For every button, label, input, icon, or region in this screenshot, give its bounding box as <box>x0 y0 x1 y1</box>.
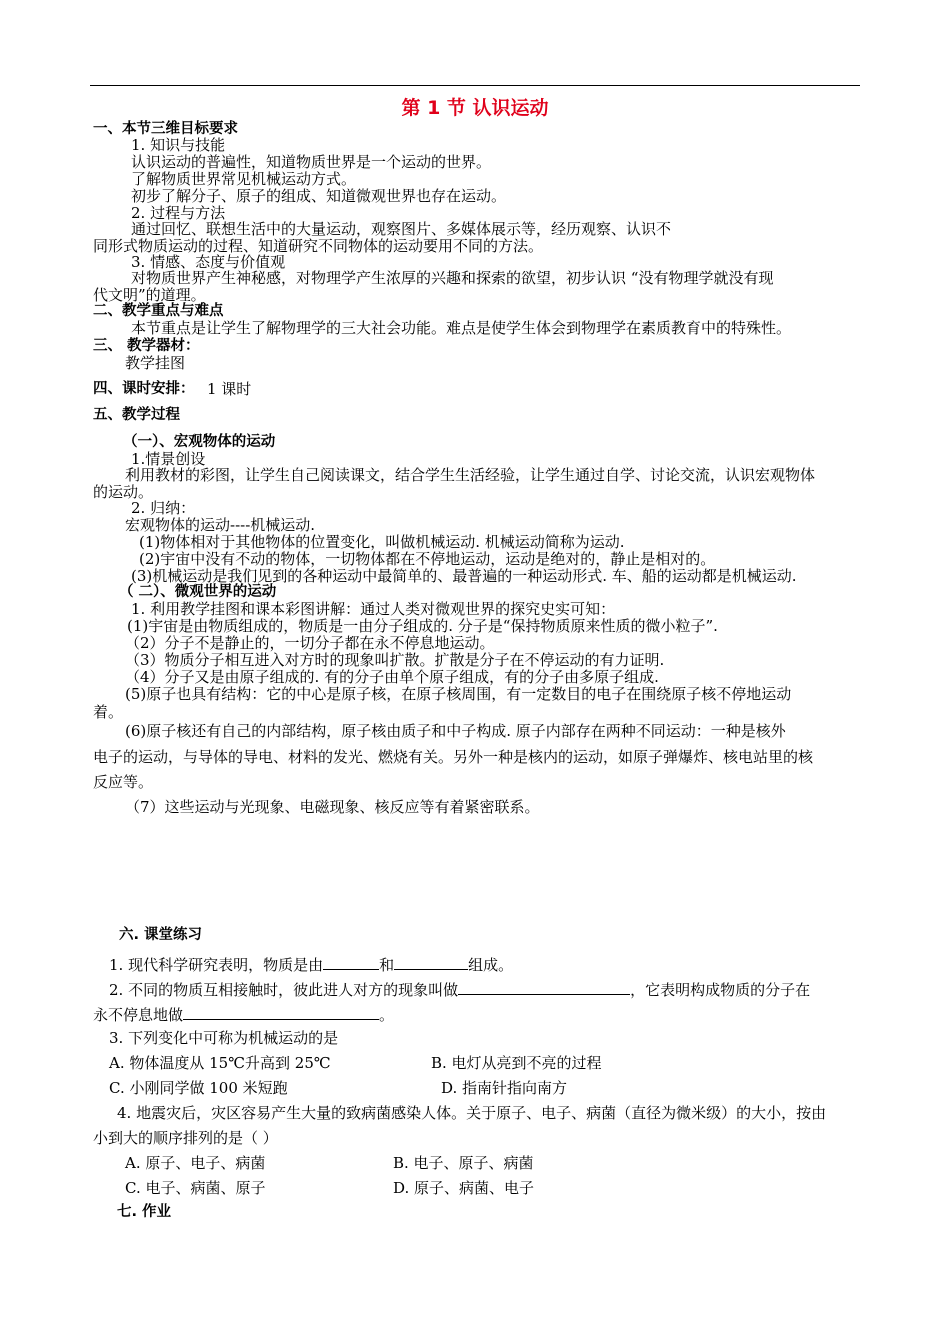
text-line: (1)宇宙是由物质组成的，物质是一由分子组成的. 分子是“保持物质原来性质的微小粒子”. <box>127 617 718 635</box>
text-line: 认识运动的普遍性，知道物质世界是一个运动的世界。 <box>131 153 492 171</box>
option-d[interactable]: D. 原子、病菌、电子 <box>393 1179 535 1197</box>
text-line: (1)物体相对于其他物体的位置变化，叫做机械运动. 机械运动简称为运动. <box>139 533 625 551</box>
page-title: 第 1 节 认识运动 <box>401 97 549 119</box>
option-c[interactable]: C. 小刚同学做 100 米短跑 <box>109 1079 288 1097</box>
question-4-cont: 小到大的顺序排列的是（ ） <box>93 1129 278 1147</box>
fill-blank[interactable] <box>183 1005 379 1020</box>
fill-blank[interactable] <box>323 955 379 970</box>
text-line: （4）分子又是由原子组成的. 有的分子由单个原子组成，有的分子由多原子组成. <box>125 668 659 686</box>
question-1 <box>109 955 513 973</box>
question-text: 组成。 <box>468 956 514 974</box>
text-line: （3）物质分子相互进入对方时的现象叫扩散。扩散是分子在不停运动的有力证明. <box>125 651 665 669</box>
text-line: (5)原子也具有结构：它的中心是原子核，在原子核周围，有一定数目的电子在围绕原子核不停地运动 <box>125 685 792 703</box>
text-line: 同形式物质运动的过程、知道研究不同物体的运动要用不同的方法。 <box>93 237 544 255</box>
text-line: 了解物质世界常见机械运动方式。 <box>131 170 357 188</box>
question-4: 4. 地震灾后，灾区容易产生大量的致病菌感染人体。关于原子、电子、病菌（直径为微米级）的大小，按由 <box>117 1104 827 1122</box>
text-line: 2. 归纳： <box>131 499 196 517</box>
text-line: 着。 <box>93 703 124 721</box>
text-line: 1.情景创设 <box>131 450 206 468</box>
text-line: （7）这些运动与光现象、电磁现象、核反应等有着紧密联系。 <box>125 798 540 816</box>
option-a[interactable]: A. 物体温度从 15℃升高到 25℃ <box>109 1054 331 1072</box>
text-line: 初步了解分子、原子的组成、知道微观世界也存在运动。 <box>131 187 507 205</box>
question-3: 3. 下列变化中可称为机械运动的是 <box>109 1029 339 1047</box>
option-b[interactable]: B. 电灯从亮到不亮的过程 <box>431 1054 602 1072</box>
question-text: 。 <box>379 1006 395 1024</box>
text-line: 反应等。 <box>93 773 154 791</box>
text-line: 1. 知识与技能 <box>131 136 226 154</box>
text-line: 1 课时 <box>207 380 252 398</box>
text-line: 1. 利用教学挂图和课本彩图讲解：通过人类对微观世界的探究史实可知： <box>131 600 616 618</box>
option-a[interactable]: A. 原子、电子、病菌 <box>125 1154 266 1172</box>
text-line: 2. 过程与方法 <box>131 204 226 222</box>
fill-blank[interactable] <box>458 980 630 995</box>
option-d[interactable]: D. 指南针指向南方 <box>441 1079 568 1097</box>
text-line: (6)原子核还有自己的内部结构，原子核由质子和中子构成. 原子内部存在两种不同运动：一种是核外 <box>125 722 786 740</box>
text-line: 代文明”的道理。 <box>93 286 206 304</box>
question-text: ，它表明构成物质的分子在 <box>630 981 811 999</box>
text-line: 本节重点是让学生了解物理学的三大社会功能。难点是使学生体会到物理学在素质教育中的特殊性。 <box>131 319 792 337</box>
section-heading: 一、本节三维目标要求 <box>93 121 238 137</box>
subsection-heading: （一）、宏观物体的运动 <box>123 434 276 450</box>
section-heading: 七. 作业 <box>117 1204 172 1220</box>
text-line: 教学挂图 <box>125 354 186 372</box>
text-line: （2）分子不是静止的，一切分子都在永不停息地运动。 <box>125 634 495 652</box>
subsection-heading: （ 二）、微观世界的运动 <box>119 584 277 600</box>
section-heading: 二、教学重点与难点 <box>93 303 224 319</box>
text-line: (2)宇宙中没有不动的物体，一切物体都在不停地运动，运动是绝对的，静止是相对的。 <box>139 550 716 568</box>
question-text: 和 <box>379 956 395 974</box>
question-2 <box>109 980 810 998</box>
section-heading: 六. 课堂练习 <box>119 927 203 943</box>
text-line: 对物质世界产生神秘感，对物理学产生浓厚的兴趣和探索的欲望，初步认识 “没有物理学就没有现 <box>131 269 774 287</box>
text-line: (3)机械运动是我们见到的各种运动中最简单的、最普遍的一种运动形式. 车、船的运动都是机械运动. <box>131 567 797 585</box>
question-2-cont <box>93 1005 394 1023</box>
question-text: 永不停息地做 <box>93 1006 184 1024</box>
text-line: 利用教材的彩图，让学生自己阅读课文，结合学生生活经验，让学生通过自学、讨论交流，认识宏观物体 <box>125 466 816 484</box>
question-text: 1. 现代科学研究表明，物质是由 <box>109 956 324 974</box>
option-c[interactable]: C. 电子、病菌、原子 <box>125 1179 266 1197</box>
top-rule <box>90 85 860 86</box>
text-line: 通过回忆、联想生活中的大量运动，观察图片、多媒体展示等，经历观察、认识不 <box>131 220 672 238</box>
text-line: 3. 情感、态度与价值观 <box>131 253 286 271</box>
text-line: 电子的运动，与导体的导电、材料的发光、燃烧有关。另外一种是核内的运动，如原子弹爆炸、核电站里的核 <box>93 748 814 766</box>
text-line: 宏观物体的运动----机械运动. <box>125 516 316 534</box>
section-heading: 五、教学过程 <box>93 407 180 423</box>
question-text: 2. 不同的物质互相接触时，彼此进人对方的现象叫做 <box>109 981 459 999</box>
text-line: 的运动。 <box>93 483 154 501</box>
section-heading: 三、 教学器材： <box>93 338 200 354</box>
section-heading: 四、课时安排： <box>93 381 195 397</box>
option-b[interactable]: B. 电子、原子、病菌 <box>393 1154 534 1172</box>
fill-blank[interactable] <box>394 955 468 970</box>
